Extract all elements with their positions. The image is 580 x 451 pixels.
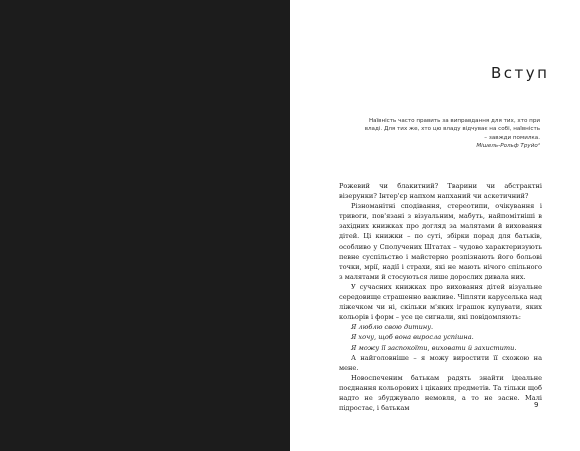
paragraph: Рожевий чи блакитний? Тварини чи абстрактні візерунки? Інтер'єр напхом напханий чи аскетичний? <box>339 182 542 201</box>
body-text <box>339 181 542 413</box>
paragraph: У сучасних книжках про виховання дітей візуальне середовище страшенно важливе. Чіпляти каруселька над ліжечком чи ні, скільки м'яких іграшок купувати, яких кольорів і форм – усе це сигнали, які повідомляють: <box>339 282 542 322</box>
paragraph: А найголовніше – я можу виростити її схожою на мене. <box>339 353 542 372</box>
italic-line: Я люблю свою дитину. <box>351 323 434 332</box>
epigraph-attribution: Мішель-Рольф Труйо¹ <box>476 142 540 149</box>
chapter-title: Вступ <box>491 64 550 82</box>
paragraph: Різноманітні сподівання, стереотипи, очікування і тривоги, пов'язані з візуальним, мабуть, найпомітніші в західних книжках про догляд за малятами й виховання дітей. Ці книжки – по суті, збірки порад для батьків, особливо у Сполучених Штатах – чудово характеризують певне суспільство і майстерно розпізнають його больові точки, мрії, надії і страхи, які не мають нічого спільного з малятами й стосуються лише дорослих дивала них. <box>339 202 542 281</box>
page-number: 9 <box>534 401 539 409</box>
italic-line: Я хочу, щоб вона виросла успішна. <box>351 333 474 342</box>
italic-line: Я можу її заспокоїти, виховати й захистити. <box>351 343 517 352</box>
paragraph: Новоспеченим батькам радять знайти ідеальне поєднання кольорових і цікавих предметів. Та тільки щоб надто не збуджувало немовля, а то не засне. Малі підростає, і батькам <box>339 373 542 413</box>
epigraph <box>362 117 540 150</box>
epigraph-text: Наївність часто править за виправдання для тих, хто при владі. Для тих же, хто цю владу відчуває на собі, наївність – завжди помилка. <box>364 118 540 141</box>
